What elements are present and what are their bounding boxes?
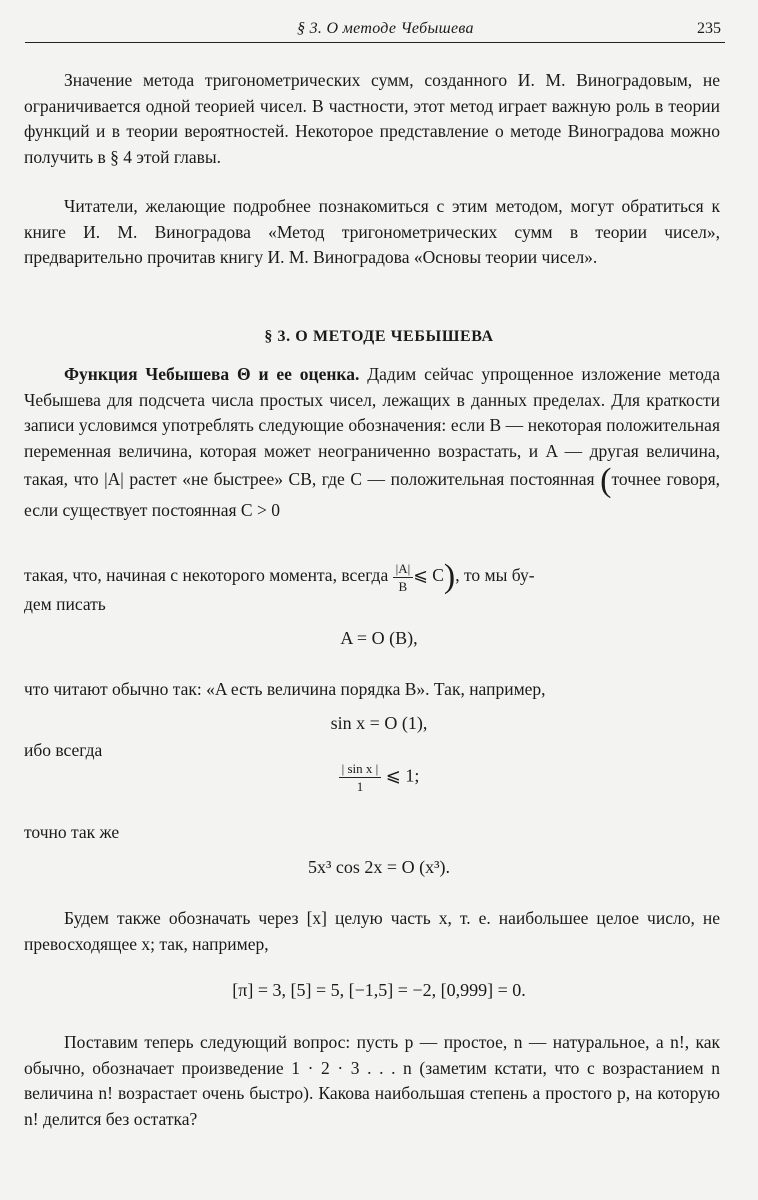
line-read-as: что читают обычно так: «A есть величина порядка B». Так, например,	[24, 679, 546, 699]
sin-fraction-numerator: | sin x |	[339, 762, 382, 778]
lead-text: Дадим сейчас упрощенное изложение метода Чебышева для подсчета числа простых чисел, лежащих в данных пределах. Для краткости записи условимся употреблять следующие обозначения: если B — некоторая положительная переменная величина, которая может неограниченно возрастать, и A — другая величина, такая, что |A| растет «не быстрее» CB, где C — положительная постоянная	[24, 364, 720, 490]
formula-big-o: A = O (B),	[340, 628, 418, 648]
line-such-that	[24, 560, 535, 594]
formula-integer-parts: [π] = 3, [5] = 5, [−1,5] = −2, [0,999] = 0.	[232, 980, 526, 1000]
sin-fraction	[339, 762, 382, 793]
page-number: 235	[697, 20, 721, 37]
formula-cubic: 5x³ cos 2x = O (x³).	[308, 857, 450, 877]
question-paragraph: Поставим теперь следующий вопрос: пусть p — простое, n — натуральное, а n!, как обычно, обозначает произведение 1 · 2 · 3 . . . n (заметим кстати, что с возрастанием n величина n! возрастает очень быстро). Какова наибольшая степень a простого p, на которую n! делится без остатка?	[24, 1032, 720, 1129]
formula-sin-bound	[0, 762, 758, 793]
lead-heading: Функция Чебышева Θ и ее оценка.	[64, 364, 360, 384]
such-that-text: такая, что, начиная с некоторого момента, всегда	[24, 565, 389, 586]
fraction-denominator: B	[398, 578, 408, 594]
close-paren: )	[443, 558, 456, 595]
intro-paragraph-1: Значение метода тригонометрических сумм, созданного И. М. Виноградовым, не ограничивается одной теорией чисел. В частности, этот метод играет важную роль в теории функций и в теории вероятностей. Некоторое представление о методе Виноградова можно получить в § 4 этой главы.	[24, 70, 720, 167]
line-likewise: точно так же	[24, 822, 120, 842]
fraction-numerator: |A|	[393, 562, 414, 578]
running-title: § 3. О методе Чебышева	[297, 20, 474, 37]
sin-fraction-denominator: 1	[356, 779, 364, 794]
line-since-always: ибо всегда	[24, 740, 103, 760]
sin-bound-rest: ⩽ 1;	[385, 765, 420, 786]
ratio-fraction	[393, 562, 414, 593]
such-that-end: , то мы бу-	[455, 565, 535, 586]
line-we-write: дем писать	[24, 594, 106, 614]
section-lead-paragraph	[24, 362, 720, 524]
open-paren: (	[600, 462, 612, 499]
formula-sin-big-o: sin x = O (1),	[330, 713, 428, 733]
parenthetical-text: точнее говоря, если существует постоянная C > 0	[24, 469, 721, 520]
integer-part-paragraph: Будем также обозначать через [x] целую часть x, т. е. наибольшее целое число, не превосходящее x; так, например,	[24, 908, 720, 954]
leq-c: ⩽ C	[413, 565, 444, 586]
page-header	[25, 18, 725, 43]
intro-paragraph-2: Читатели, желающие подробнее познакомиться с этим методом, могут обратиться к книге И. М. Виноградова «Метод тригонометрических сумм в теории чисел», предварительно прочитав книгу И. М. Виноградова «Основы теории чисел».	[24, 196, 720, 267]
section-title: § 3. О МЕТОДЕ ЧЕБЫШЕВА	[264, 328, 494, 345]
